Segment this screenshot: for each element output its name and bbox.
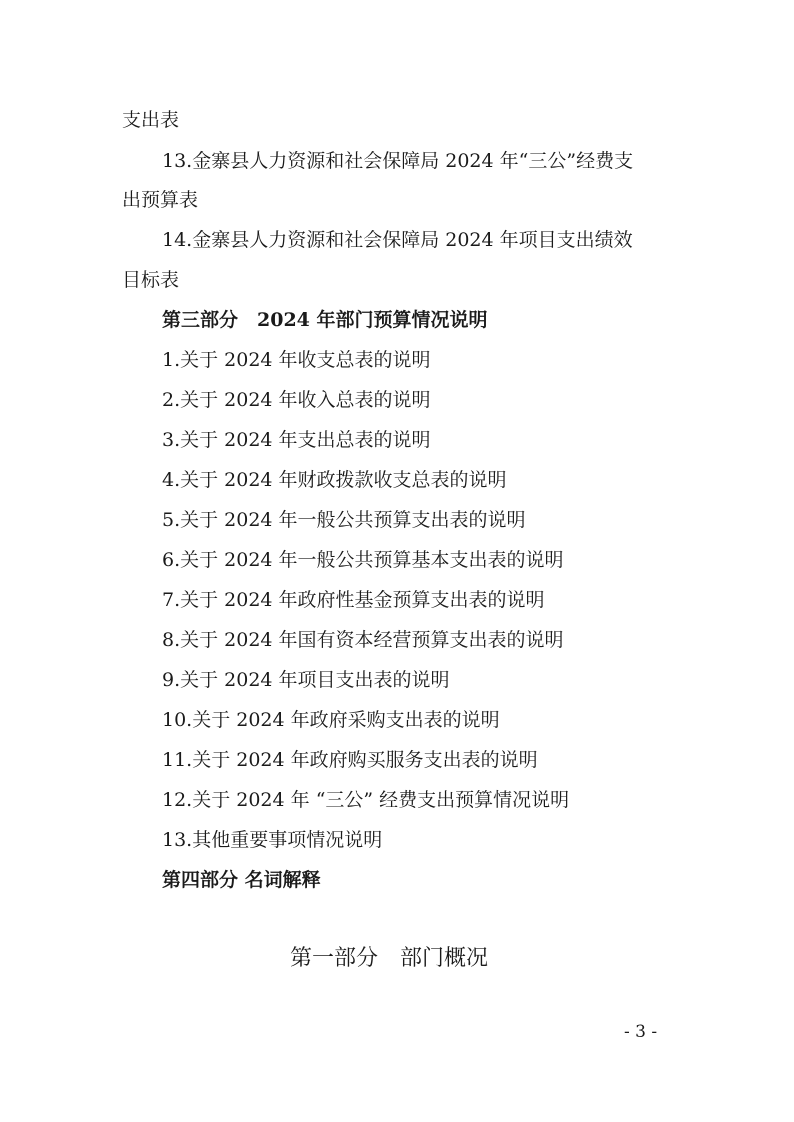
part3-item-12: 12.关于 2024 年 “三公” 经费支出预算情况说明: [162, 789, 570, 811]
part3-item-10: 10.关于 2024 年政府采购支出表的说明: [162, 709, 500, 731]
page-number: - 3 -: [624, 1022, 658, 1042]
part3-item-11: 11.关于 2024 年政府购买服务支出表的说明: [162, 749, 538, 771]
part3-title: 第三部分 2024 年部门预算情况说明: [162, 309, 488, 331]
part3-item-5: 5.关于 2024 年一般公共预算支出表的说明: [162, 509, 526, 531]
toc-line-continuation: 支出表: [122, 109, 180, 131]
part3-item-9: 9.关于 2024 年项目支出表的说明: [162, 669, 450, 691]
part3-item-13: 13.其他重要事项情况说明: [162, 829, 383, 851]
toc-item-14-continued: 目标表: [122, 269, 180, 291]
part3-item-3: 3.关于 2024 年支出总表的说明: [162, 429, 431, 451]
part3-item-8: 8.关于 2024 年国有资本经营预算支出表的说明: [162, 629, 564, 651]
part3-item-4: 4.关于 2024 年财政拨款收支总表的说明: [162, 469, 507, 491]
part3-item-1: 1.关于 2024 年收支总表的说明: [162, 349, 431, 371]
part3-item-7: 7.关于 2024 年政府性基金预算支出表的说明: [162, 589, 545, 611]
part3-item-6: 6.关于 2024 年一般公共预算基本支出表的说明: [162, 549, 564, 571]
part4-title: 第四部分 名词解释: [162, 869, 321, 891]
section-heading: 第一部分 部门概况: [290, 946, 489, 971]
toc-item-13: 13.金寨县人力资源和社会保障局 2024 年“三公”经费支: [162, 150, 634, 172]
toc-item-14: 14.金寨县人力资源和社会保障局 2024 年项目支出绩效: [162, 229, 633, 251]
toc-item-13-continued: 出预算表: [122, 189, 199, 211]
part3-item-2: 2.关于 2024 年收入总表的说明: [162, 389, 431, 411]
